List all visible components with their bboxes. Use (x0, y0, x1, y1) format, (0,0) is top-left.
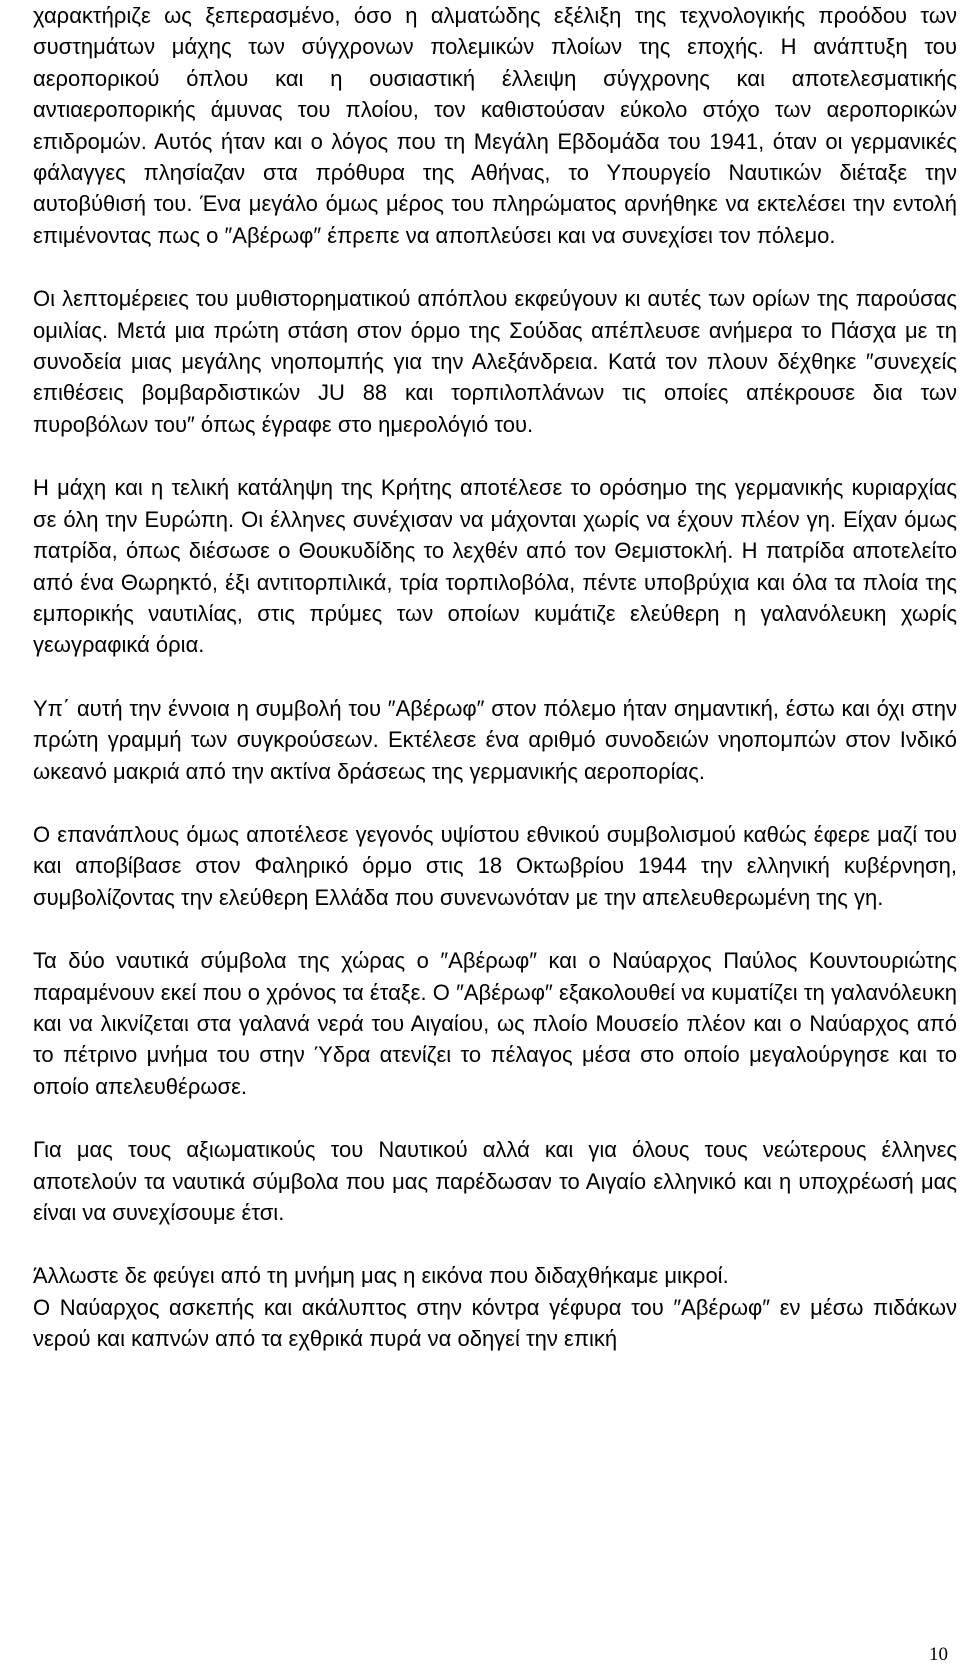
paragraph-battle-of-crete: Η μάχη και η τελική κατάληψη της Κρήτης αποτέλεσε το ορόσημο της γερμανικής κυριαρχίας σε όλη την Ευρώπη. Οι έλληνες συνέχισαν να μάχονται χωρίς να έχουν πλέον γη. Είχαν όμως πατρίδα, όπως διέσωσε ο Θουκυδίδης το λεχθέν από τον Θεμιστοκλή. Η πατρίδα αποτελείτο από ένα Θωρηκτό, έξι αντιτορπιλικά, τρία τορπιλοβόλα, πέντε υποβρύχια και όλα τα πλοία της εμπορικής ναυτιλίας, στις πρύμες των οποίων κυμάτιζε ελεύθερη η γαλανόλευκη χωρίς γεωγραφικά όρια. (33, 475, 957, 658)
paragraph-gap (33, 787, 957, 819)
paragraph-gap (33, 1228, 957, 1260)
paragraph-return-1944: Ο επανάπλους όμως αποτέλεσε γεγονός υψίστου εθνικού συμβολισμού καθώς έφερε μαζί του και αποβίβασε στον Φαληρικό όρμο στις 18 Οκτωβρίου 1944 την ελληνική κυβέρνηση, συμβολίζοντας την ελεύθερη Ελλάδα που συνενωνόταν με την απελευθερωμένη της γη. (33, 821, 957, 910)
document-page (33, 0, 957, 1355)
paragraph-memory: Άλλωστε δε φεύγει από τη μνήμη μας η εικόνα που διδαχθήκαμε μικροί. (33, 1263, 729, 1289)
paragraph-convoy-contribution: Υπ΄ αυτή την έννοια η συμβολή του ″Αβέρωφ″ στον πόλεμο ήταν σημαντική, έστω και όχι στην πρώτη γραμμή των συγκρούσεων. Εκτέλεσε ένα αριθμό συνοδειών νηοπομπών στον Ινδικό ωκεανό μακριά από την ακτίνα δράσεως της γερμανικής αεροπορίας. (33, 695, 957, 784)
paragraph-officers-duty: Για μας τους αξιωματικούς του Ναυτικού αλλά και για όλους τους νεώτερους έλληνες αποτελούν τα ναυτικά σύμβολα που μας παρέδωσαν το Αιγαίο ελληνικό και η υποχρέωσή μας είναι να συνεχίσουμε έτσι. (33, 1137, 957, 1225)
paragraph-gap (33, 661, 957, 693)
paragraph-gap (33, 1102, 957, 1134)
paragraph-averof-scuttling-order: χαρακτήριζε ως ξεπερασμένο, όσο η αλματώδης εξέλιξη της τεχνολογικής προόδου των συστημάτων μάχης των σύγχρονων πολεμικών πλοίων της εποχής. Η ανάπτυξη του αεροπορικού όπλου και η ουσιαστική έλλειψη σύγχρονης και αποτελεσματικής αντιαεροπορικής άμυνας του πλοίου, τον καθιστούσαν εύκολο στόχο των αεροπορικών επιδρομών. Αυτός ήταν και ο λόγος που τη Μεγάλη Εβδομάδα του 1941, όταν οι γερμανικές φάλαγγες πλησίαζαν στα πρόθυρα της Αθήνας, το Υπουργείο Ναυτικών διέταξε την αυτοβύθισή του. Ένα μεγάλο όμως μέρος του πληρώματος αρνήθηκε να εκτελέσει την εντολή επιμένοντας πως ο ″Αβέρωφ″ έπρεπε να αποπλεύσει και να συνεχίσει τον πόλεμο. (33, 3, 957, 248)
paragraph-naval-symbols: Τα δύο ναυτικά σύμβολα της χώρας ο ″Αβέρωφ″ και ο Ναύαρχος Παύλος Κουντουριώτης παραμένουν εκεί που ο χρόνος τα έταξε. Ο ″Αβέρωφ″ εξακολουθεί να κυματίζει τη γαλανόλευκη και να λικνίζεται στα γαλανά νερά του Αιγαίου, ως πλοίο Μουσείο πλέον και ο Ναύαρχος από το πέτρινο μνήμα του στην Ύδρα ατενίζει το πέλαγος μέσα στο οποίο μεγαλούργησε και το οποίο απελευθέρωσε. (33, 948, 957, 1099)
paragraph-voyage-to-alexandria: Οι λεπτομέρειες του μυθιστορηματικού απόπλου εκφεύγουν κι αυτές των ορίων της παρούσας ομιλίας. Μετά μια πρώτη στάση στον όρμο της Σούδας απέπλευσε ανήμερα το Πάσχα με τη συνοδεία μιας μεγάλης νηοπομπής για την Αλεξάνδρεια. Κατά τον πλουν δέχθηκε ″συνεχείς επιθέσεις βομβαρδιστικών JU 88 και τορπιλοπλάνων τις οποίες απέκρουσε δια των πυροβόλων του″ όπως έγραφε στο ημερολόγιό του. (33, 286, 957, 437)
page-number: 10 (929, 1644, 948, 1665)
paragraph-admiral-on-bridge: Ο Ναύαρχος ασκεπής και ακάλυπτος στην κόντρα γέφυρα του ″Αβέρωφ″ εν μέσω πιδάκων νερού και καπνών από τα εχθρικά πυρά να οδηγεί την επική (33, 1294, 957, 1352)
paragraph-gap (33, 913, 957, 945)
paragraph-gap (33, 440, 957, 472)
paragraph-gap (33, 251, 957, 283)
